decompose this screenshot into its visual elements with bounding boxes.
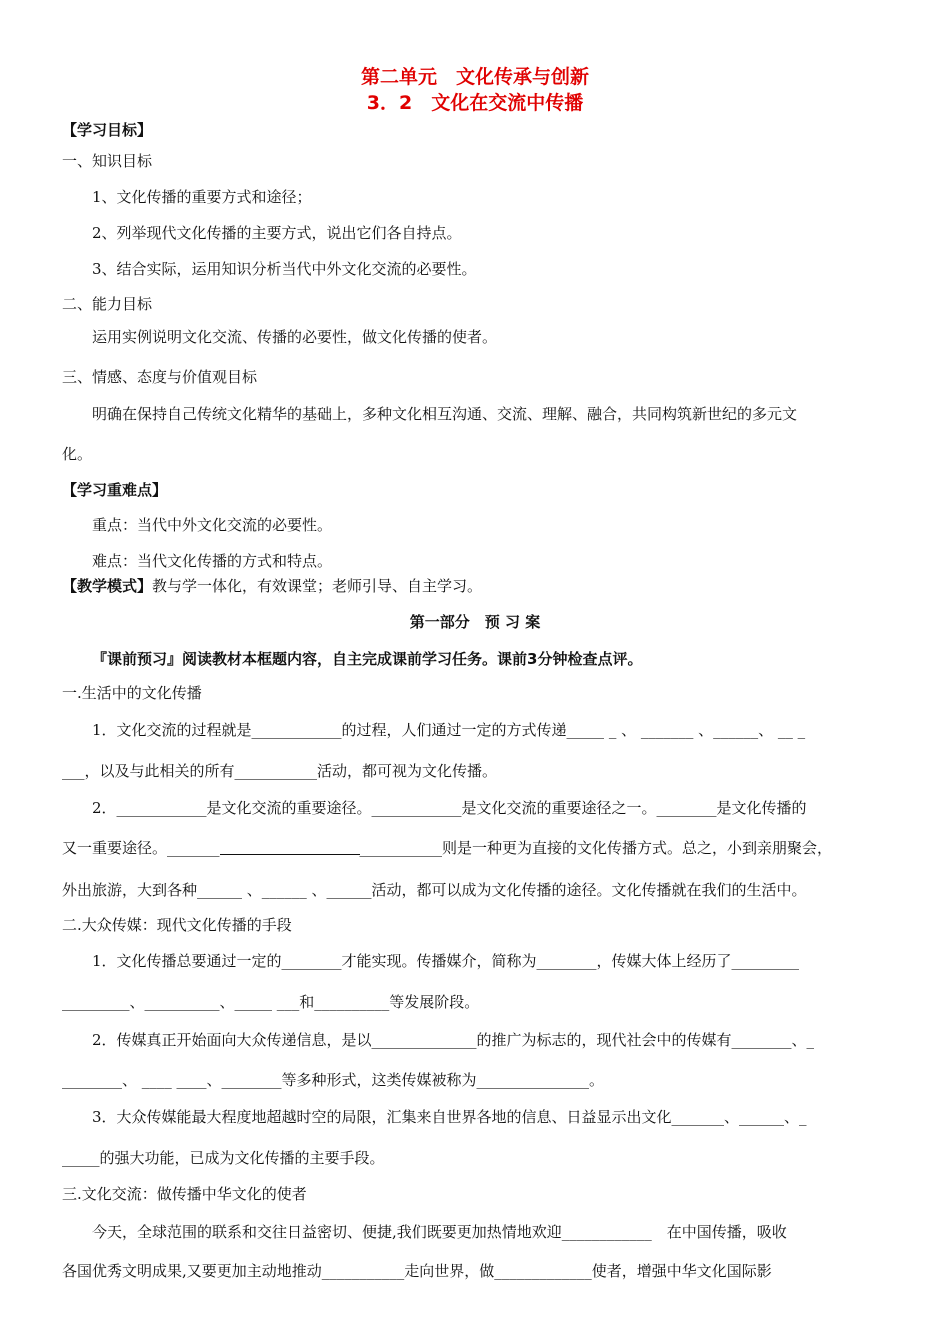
s1-q2-line2-end: ___________则是一种更为直接的文化传播方式。总之，小到亲朋聚会， [359, 839, 833, 857]
s2-q3-line1: 3．大众传媒能最大程度地超越时空的局限，汇集来自世界各地的信息、日益显示出文化_______、______、_ [92, 1108, 807, 1126]
goals-heading: 【学习目标】 [62, 121, 153, 139]
s2-q1-line2: _________、__________、_____ ___和__________等发展阶段。 [62, 993, 480, 1011]
s2-q3-line2: _____的强大功能，已成为文化传播的主要手段。 [62, 1149, 385, 1167]
s3-paragraph-line2: 各国优秀文明成果,又要更加主动地推动___________走向世界，做_____________使者，增强中华文化国际影 [62, 1262, 772, 1280]
lesson-title: 3．2 文化在交流中传播 [366, 92, 584, 114]
s2-q2-line2: ________、 ____ ____、________等多种形式，这类传媒被称为_______________。 [62, 1071, 605, 1089]
knowledge-goal-3: 3、结合实际，运用知识分析当代中外文化交流的必要性。 [92, 260, 477, 278]
teaching-mode [62, 576, 482, 596]
s1-q1-line2: ___，以及与此相关的所有___________活动，都可视为文化传播。 [62, 762, 498, 780]
section3-title: 三.文化交流：做传播中华文化的使者 [62, 1185, 307, 1203]
s2-q2-line1: 2．传媒真正开始面向大众传递信息，是以______________的推广为标志的，现代社会中的传媒有________、_ [92, 1031, 815, 1049]
section2-title: 二.大众传媒：现代文化传播的手段 [62, 916, 292, 934]
key-points-heading: 【学习重难点】 [62, 481, 168, 499]
part1-heading: 第一部分 预 习 案 [409, 613, 541, 631]
knowledge-goal-2: 2、列举现代文化传播的主要方式，说出它们各自持点。 [92, 224, 462, 242]
s1-q2-line2-start: 又一重要途径。_______ [62, 839, 220, 857]
emotion-goal-text-2: 化。 [62, 445, 93, 463]
ability-goal-title: 二、能力目标 [62, 295, 153, 313]
s1-q1-line1: 1．文化交流的过程就是____________的过程，人们通过一定的方式传递_____ _ 、 _______ 、______、 __ _ [92, 721, 806, 739]
section1-title: 一.生活中的文化传播 [62, 684, 202, 702]
teaching-mode-text: 教与学一体化，有效课堂；老师引导、自主学习。 [152, 577, 483, 595]
emotion-goal-title: 三、情感、态度与价值观目标 [62, 368, 258, 386]
s1-q2-line3: 外出旅游，大到各种______ 、______ 、______活动，都可以成为文化传播的途径。文化传播就在我们的生活中。 [62, 881, 807, 899]
s3-paragraph-line1: 今天，全球范围的联系和交往日益密切、便捷,我们既要更加热情地欢迎____________ 在中国传播，吸收 [92, 1223, 787, 1241]
teaching-mode-label: 【教学模式】 [62, 577, 153, 595]
s2-q1-line1: 1．文化传播总要通过一定的________才能实现。传播媒介，简称为________，传媒大体上经历了_________ [92, 952, 800, 970]
s1-q2-line1: 2．____________是文化交流的重要途径。____________是文化交流的重要途径之一。________是文化传播的 [92, 799, 807, 817]
emotion-goal-text-1: 明确在保持自己传统文化精华的基础上，多种文化相互沟通、交流、理解、融合，共同构筑新世纪的多元文 [92, 405, 798, 423]
important-point: 重点：当代中外文化交流的必要性。 [92, 516, 333, 534]
unit-title: 第二单元 文化传承与创新 [360, 66, 589, 88]
difficult-point: 难点：当代文化传播的方式和特点。 [92, 552, 333, 570]
knowledge-goal-title: 一、知识目标 [62, 152, 153, 170]
s1-q2-line2 [62, 838, 832, 858]
preview-instruction: 『课前预习』阅读教材本框题内容，自主完成课前学习任务。课前3分钟检查点评。 [92, 650, 643, 668]
answer-blank [220, 840, 360, 855]
knowledge-goal-1: 1、文化传播的重要方式和途径； [92, 188, 312, 206]
ability-goal-text: 运用实例说明文化交流、传播的必要性，做文化传播的使者。 [92, 328, 498, 346]
